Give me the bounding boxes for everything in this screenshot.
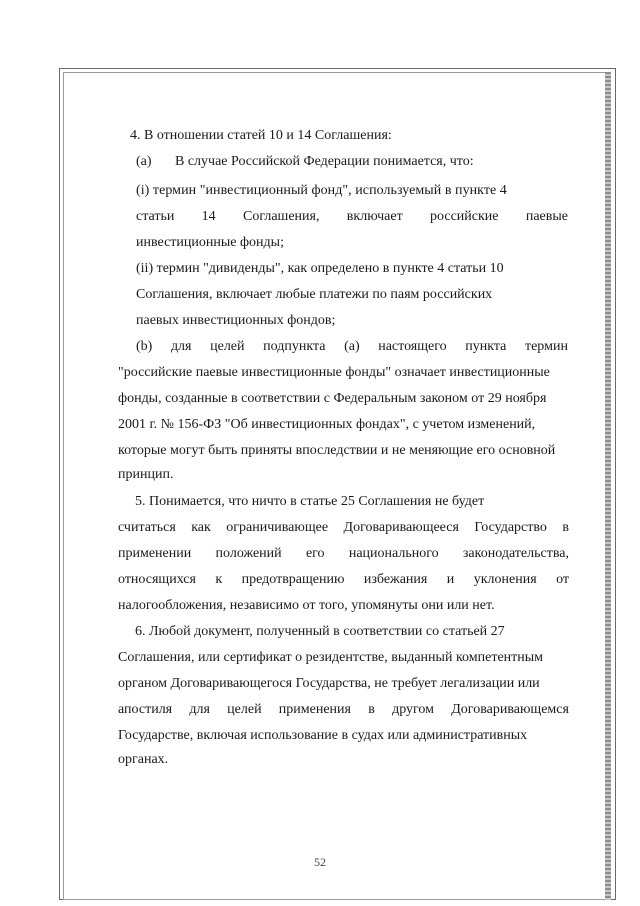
paragraph-6-line-4 <box>118 702 569 718</box>
subclause-b-line-4: 2001 г. № 156-ФЗ "Об инвестиционных фондах", с учетом изменений, <box>118 417 536 432</box>
word: настоящего <box>378 339 447 354</box>
paragraph-5-line-2 <box>118 520 569 536</box>
word: и <box>446 572 455 587</box>
item-ii-line-1: (ii) термин "дивиденды", как определено в пункте 4 статьи 10 <box>136 261 504 276</box>
paragraph-5-line-1: 5. Понимается, что ничто в статье 25 Соглашения не будет <box>135 494 485 509</box>
word: положений <box>215 546 282 561</box>
word: подпункта <box>263 339 326 354</box>
word: Договаривающееся <box>343 520 459 535</box>
item-ii-line-2: Соглашения, включает любые платежи по паям российских <box>136 287 493 302</box>
word: Соглашения, <box>242 209 320 224</box>
word: применения <box>278 702 351 717</box>
word: к <box>215 572 223 587</box>
paragraph-5-line-4 <box>118 572 569 588</box>
subclause-b-line-5: которые могут быть приняты впоследствии и не меняющие его основной <box>118 443 556 458</box>
word: его <box>305 546 325 561</box>
word: избежания <box>363 572 428 587</box>
word: паевые <box>525 209 568 224</box>
word: как <box>191 520 211 535</box>
word: относящихся <box>118 572 196 587</box>
paragraph-4-heading: 4. В отношении статей 10 и 14 Соглашения: <box>130 128 392 143</box>
paragraph-5-line-5: налогообложения, независимо от того, упомянуты они или нет. <box>118 598 495 613</box>
word: законодательства, <box>462 546 569 561</box>
word: включает <box>346 209 403 224</box>
word: от <box>556 572 569 587</box>
paragraph-6-line-3: органом Договаривающегося Государства, не требует легализации или <box>118 676 540 691</box>
word: (а) <box>344 339 360 354</box>
subclause-b-line-1 <box>136 339 568 355</box>
item-i-line-3: инвестиционные фонды; <box>136 235 284 250</box>
paragraph-6-line-2: Соглашения, или сертификат о резидентстве, выданный компетентным <box>118 650 544 665</box>
word: пункта <box>465 339 507 354</box>
paragraph-5-line-3 <box>118 546 569 562</box>
word: 14 <box>201 209 216 224</box>
word: ограничивающее <box>226 520 329 535</box>
item-i-line-1: (i) термин "инвестиционный фонд", используемый в пункте 4 <box>136 183 507 198</box>
subclause-b-line-2: "российские паевые инвестиционные фонды" означает инвестиционные <box>118 365 550 380</box>
word: статьи <box>136 209 175 224</box>
word: целей <box>210 339 245 354</box>
word: уклонения <box>473 572 537 587</box>
word: в <box>562 520 569 535</box>
word: термин <box>524 339 568 354</box>
word: целей <box>227 702 262 717</box>
paragraph-6-line-5: Государстве, включая использование в судах или административных <box>118 728 528 743</box>
paragraph-6-line-1: 6. Любой документ, полученный в соответствии со статьей 27 <box>135 624 505 639</box>
item-i-line-2 <box>136 209 568 225</box>
word: (b) <box>136 339 153 354</box>
word: другом <box>392 702 435 717</box>
word: апостиля <box>118 702 173 717</box>
word: предотвращению <box>241 572 345 587</box>
word: применении <box>118 546 192 561</box>
word: национального <box>348 546 439 561</box>
word: считаться <box>118 520 176 535</box>
word: для <box>170 339 192 354</box>
word: российские <box>430 209 499 224</box>
word: в <box>368 702 375 717</box>
item-ii-line-3: паевых инвестиционных фондов; <box>136 313 336 328</box>
paragraph-6-line-6: органах. <box>118 752 169 767</box>
subclause-a-text: В случае Российской Федерации понимается, что: <box>175 154 474 169</box>
page-border-shade <box>605 72 611 900</box>
subclause-a-marker: (а) <box>136 154 152 169</box>
word: Договаривающемся <box>451 702 569 717</box>
word: Государство <box>474 520 547 535</box>
word: для <box>189 702 210 717</box>
page-number: 52 <box>314 855 326 869</box>
subclause-b-line-3: фонды, созданные в соответствии с Федеральным законом от 29 ноября <box>118 391 547 406</box>
subclause-b-line-6: принцип. <box>118 467 174 482</box>
